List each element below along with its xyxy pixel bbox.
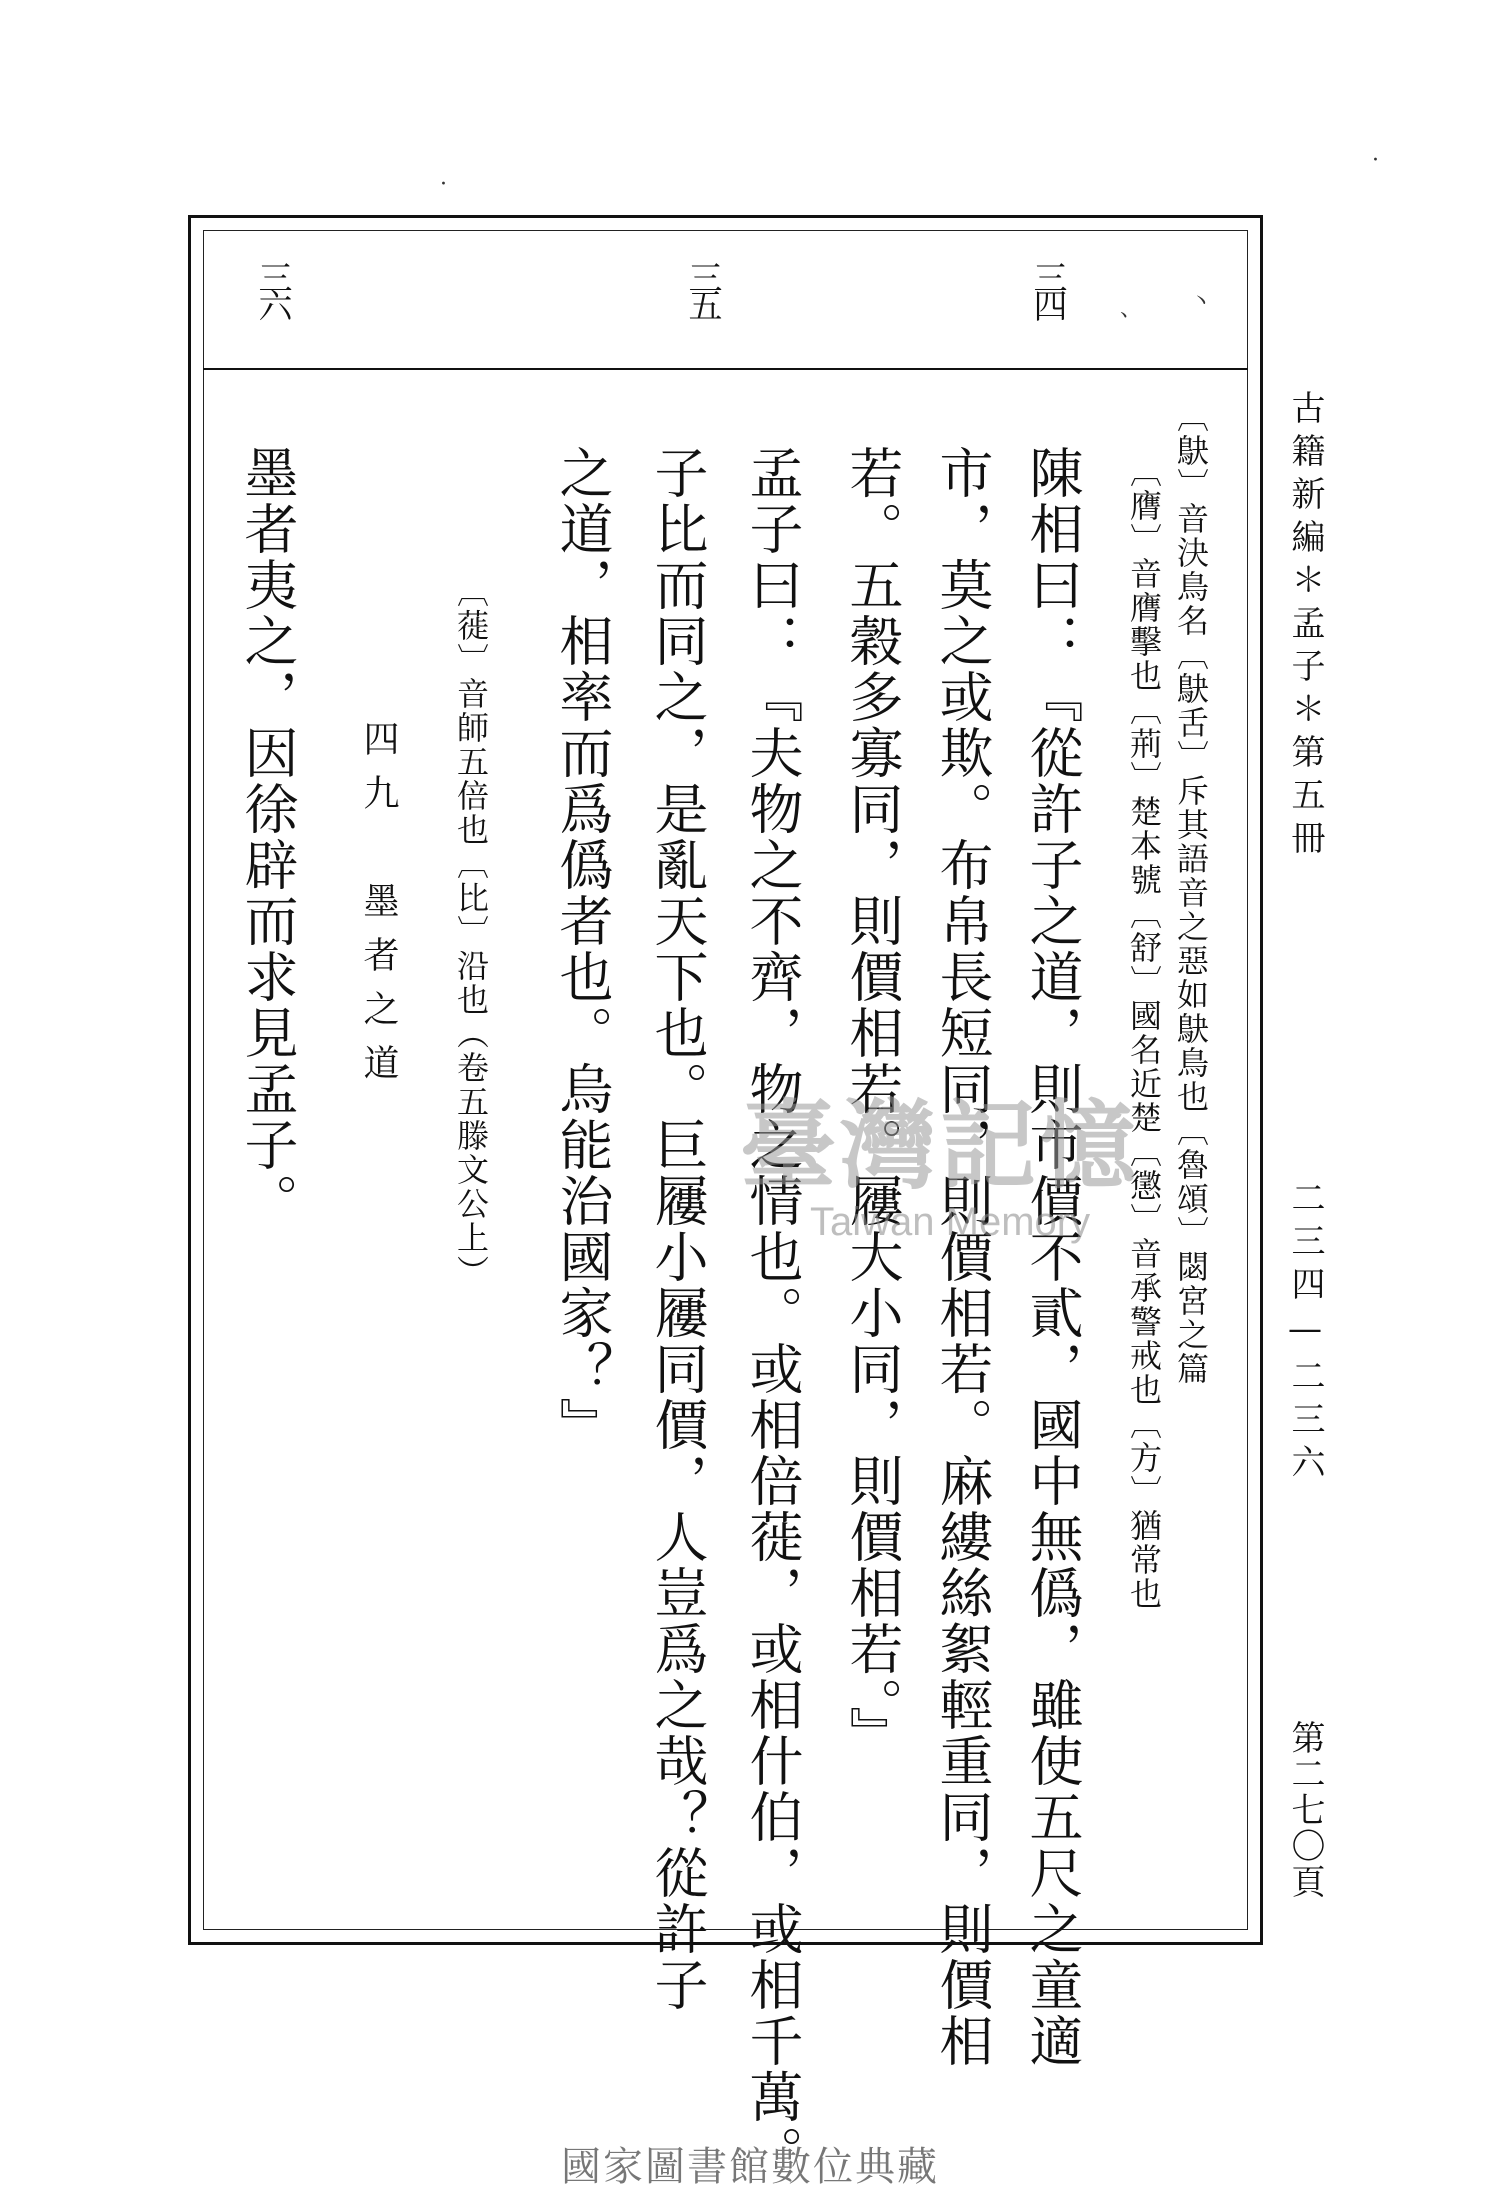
scan-mark: 丶 [1190, 290, 1213, 315]
scan-mark: · [1372, 148, 1379, 173]
main-text-column-3: 若。五穀多寡同，則價相若。屨大小同，則價相若。』 [841, 445, 904, 1762]
main-text-column-7: 墨者夷之，因徐辟而求見孟子。 [236, 445, 299, 1229]
main-text-column-6: 之道，相率而爲僞者也。烏能治國家？』 [551, 445, 614, 1453]
scan-mark: · [440, 172, 447, 197]
section-heading: 四九 墨者之道 [358, 720, 399, 1098]
running-title: 古籍新編＊孟子＊第五冊 [1285, 390, 1325, 863]
main-text-column-5: 子比而同之，是亂天下也。巨屨小屨同價，人豈爲之哉？從許子 [646, 445, 709, 2013]
main-text-column-4: 孟子曰：『夫物之不齊，物之情也。或相倍蓰，或相什伯，或相千萬。 [741, 445, 804, 2181]
section-number-235: 三五 [682, 260, 722, 316]
watermark-text: 臺灣記憶 [740, 1089, 1140, 1202]
scan-mark: 、 [1120, 297, 1143, 322]
annotation-column-1: 〔鴃〕音決鳥名〔鴃舌〕斥其語音之惡如鴃鳥也〔魯頌〕閟宮之篇 [1172, 400, 1210, 1386]
section-band-divider [203, 368, 1248, 370]
library-footer: 國家圖書館數位典藏 [561, 2144, 939, 2190]
watermark-subtext: Taiwan Memory [810, 1200, 1091, 1244]
main-text-column-1: 陳相曰：『從許子之道，則市價不貳，國中無僞，雖使五尺之童適 [1021, 445, 1084, 2069]
main-text-column-2: 市，莫之或欺。布帛長短同，則價相若。麻縷絲絮輕重同，則價相 [931, 445, 994, 2069]
item-range: 二三四—二三六 [1285, 1180, 1325, 1487]
annotation-column-3: 〔蓰〕音師五倍也〔比〕沿也（卷五滕文公上） [452, 575, 490, 1289]
section-number-236: 三六 [252, 260, 292, 316]
section-number-234: 三四 [1027, 260, 1067, 316]
annotation-column-2: 〔膺〕音膺擊也〔荊〕楚本號〔舒〕國名近楚〔懲〕音承警戒也〔方〕猶常也 [1125, 455, 1163, 1611]
page-number: 第二七〇頁 [1285, 1720, 1325, 1900]
